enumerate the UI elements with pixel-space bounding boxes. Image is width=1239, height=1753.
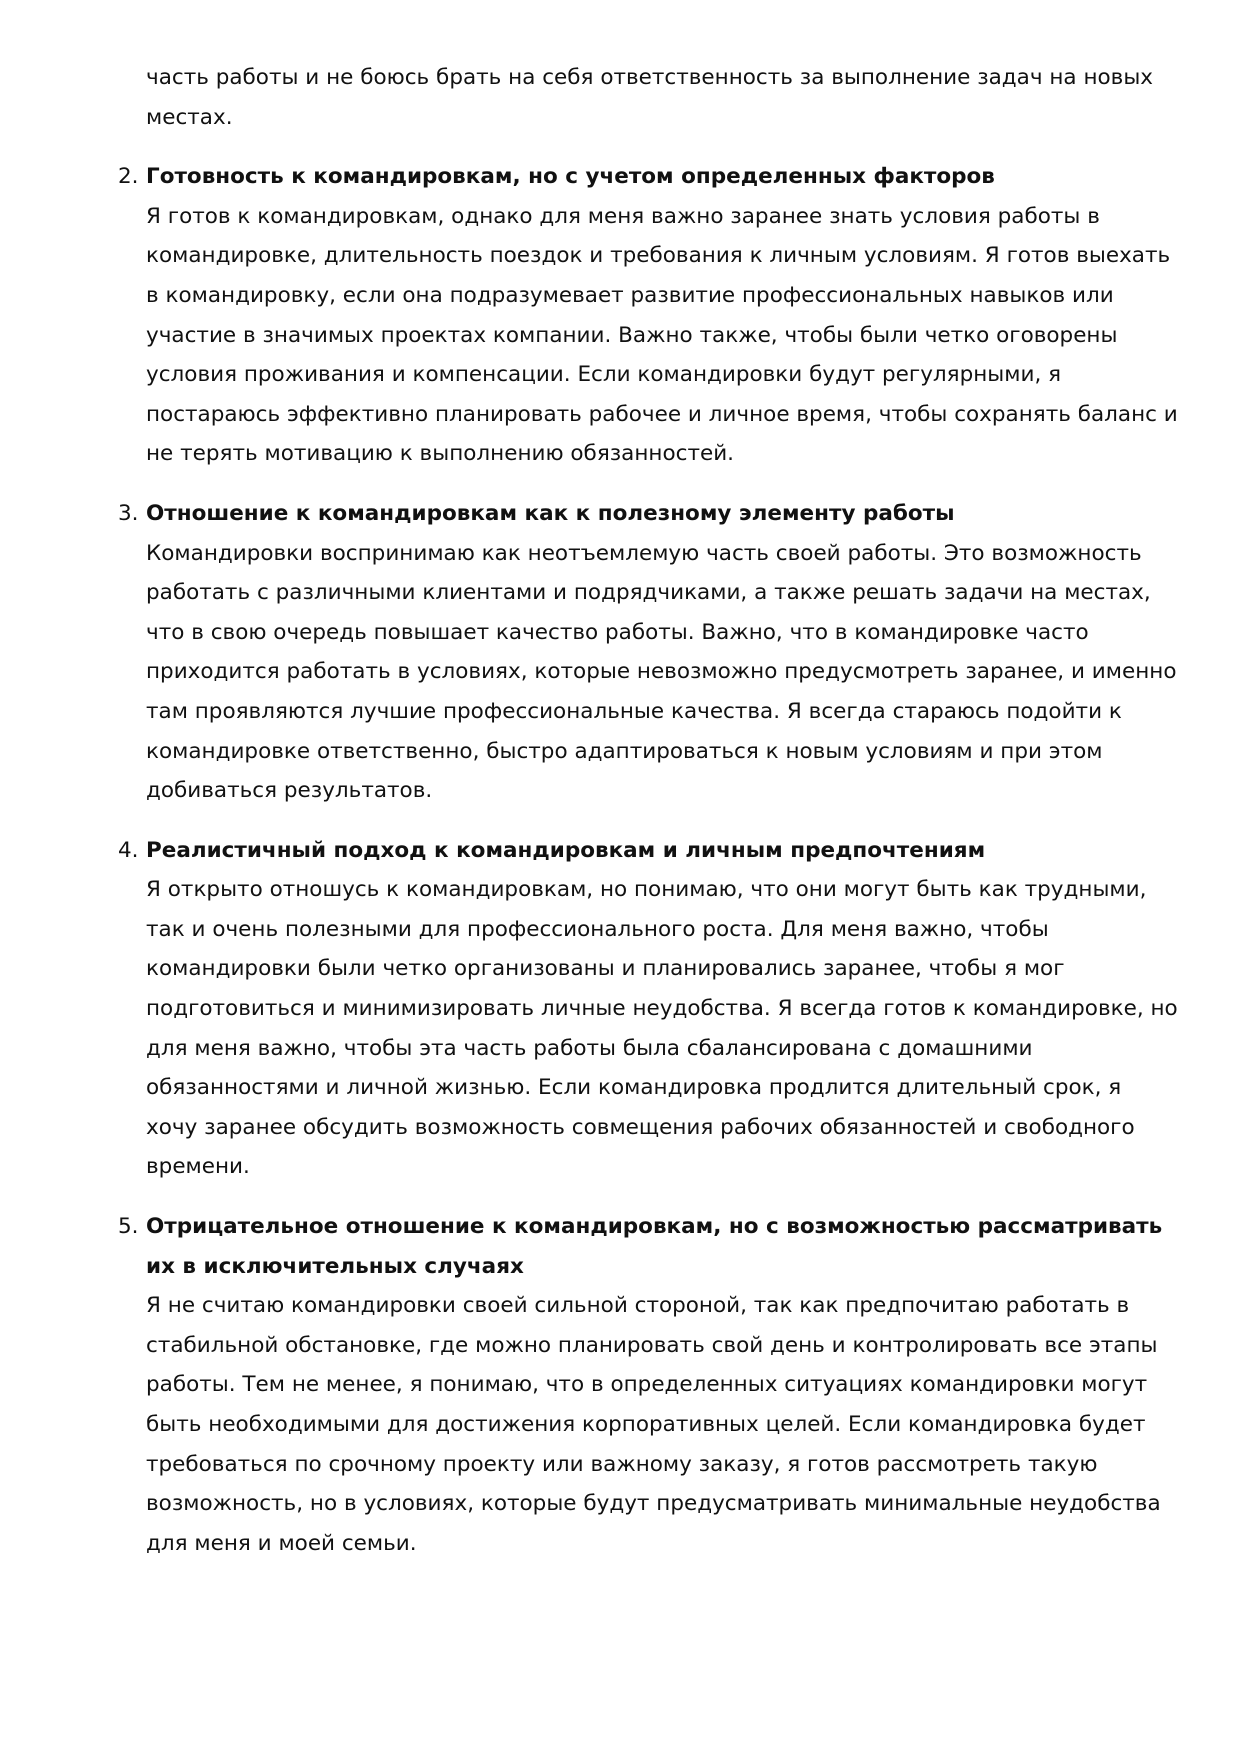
list-item [118,831,1178,1187]
list-item-number: 2. [118,164,139,190]
list-item-number: 4. [118,837,139,863]
list-item-number: 5. [118,1214,139,1240]
list-item-title: Готовность к командировкам, но с учетом определенных факторов [146,164,995,190]
list-item-body: Я готов к командировкам, однако для меня важно заранее знать условия работы в командировке, длительность поездок и требования к личным условиям. Я готов выехать в командировку, если она подразумевает развитие профессиональных навыков или участие в значимых проектах компании. Важно также, чтобы были четко оговорены условия проживания и компенсации. Если командировки будут регулярными, я постараюсь эффективно планировать рабочее и личное время, чтобы сохранять баланс и не терять мотивацию к выполнению обязанностей. [146,203,1178,467]
list-item [118,494,1178,811]
list-item-title: Реалистичный подход к командировкам и личным предпочтениям [146,837,986,863]
document-content [118,58,1178,1563]
continuation-paragraph: часть работы и не боюсь брать на себя ответственность за выполнение задач на новых местах. [146,65,1154,130]
list-item-title: Отношение к командировкам как к полезному элементу работы [146,500,955,526]
list-item-title: Отрицательное отношение к командировкам, но с возможностью рассматривать их в исключительных случаях [146,1214,1163,1279]
list-item [118,1207,1178,1563]
list-item-body: Я открыто отношусь к командировкам, но понимаю, что они могут быть как трудными, так и очень полезными для профессионального роста. Для меня важно, чтобы командировки были четко организованы и планировались заранее, чтобы я мог подготовиться и минимизировать личные неудобства. Я всегда готов к командировке, но для меня важно, чтобы эта часть работы была сбалансирована с домашними обязанностями и личной жизнью. Если командировка продлится длительный срок, я хочу заранее обсудить возможность совмещения рабочих обязанностей и свободного времени. [146,877,1178,1180]
list-item-body: Командировки воспринимаю как неотъемлемую часть своей работы. Это возможность работать с различными клиентами и подрядчиками, а также решать задачи на местах, что в свою очередь повышает качество работы. Важно, что в командировке часто приходится работать в условиях, которые невозможно предусмотреть заранее, и именно там проявляются лучшие профессиональные качества. Я всегда стараюсь подойти к командировке ответственно, быстро адаптироваться к новым условиям и при этом добиваться результатов. [146,540,1177,804]
list-item [118,157,1178,474]
list-item-body: Я не считаю командировки своей сильной стороной, так как предпочитаю работать в стабильной обстановке, где можно планировать свой день и контролировать все этапы работы. Тем не менее, я понимаю, что в определенных ситуациях командировки могут быть необходимыми для достижения корпоративных целей. Если командировка будет требоваться по срочному проекту или важному заказу, я готов рассмотреть такую возможность, но в условиях, которые будут предусматривать минимальные неудобства для меня и моей семьи. [146,1293,1161,1556]
list-item-number: 3. [118,500,139,526]
